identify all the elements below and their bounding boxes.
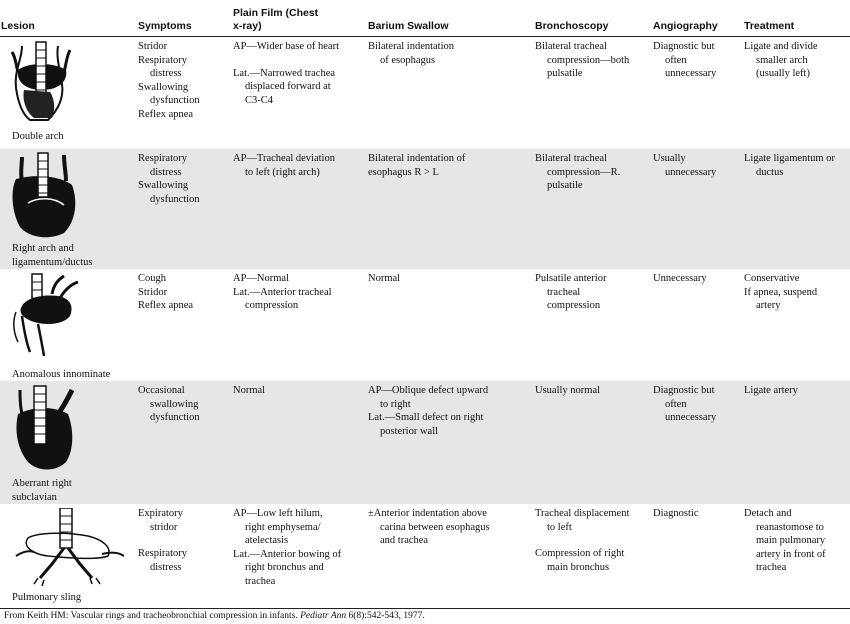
bronchoscopy-cell [535,384,600,398]
pulmonary-sling-illustration [8,508,128,588]
bronchoscopy-line: Bilateral tracheal [535,41,607,52]
barium-line: AP—Oblique defect upward [368,385,489,396]
barium-cell [368,152,465,179]
angiography-cell [653,272,707,286]
barium-cell [368,384,488,438]
bronchoscopy-line: to left [547,521,572,533]
angiography-line: Diagnostic but [653,385,715,396]
symptom-line: Respiratory [138,548,187,559]
bronchoscopy-cell [535,40,629,81]
table-row [0,504,850,608]
lesion-caption [12,130,64,144]
treatment-line: Ligate artery [744,385,798,396]
barium-line: to right [380,398,411,410]
symptom-line: Reflex apnea [138,108,194,120]
symptom-line: Expiratory [138,508,183,519]
plain-film-line: atelectasis [245,535,289,546]
header-symptoms: Symptoms [138,20,192,32]
bronchoscopy-line: Tracheal displacement [535,508,630,519]
treatment-line: main pulmonary [756,535,826,546]
lesion-label: Pulmonary sling [12,592,82,603]
symptom-line: Respiratory [138,153,187,164]
treatment-line: If apnea, suspend [744,286,818,298]
symptom-line: stridor [150,521,178,533]
barium-cell [368,272,400,286]
table-row [0,381,850,504]
lesion-label: ligamentum/ductus [12,256,93,268]
bronchoscopy-line: compression [547,300,601,311]
bronchoscopy-cell [535,272,606,313]
bronchoscopy-cell [535,507,629,574]
symptom-line: Reflex apnea [138,300,194,311]
table-header [0,0,850,38]
angiography-cell [653,152,716,179]
table-row [0,37,850,149]
header-treatment: Treatment [744,20,795,32]
angiography-line: often [665,398,687,410]
barium-line: Bilateral indentation [368,41,455,52]
treatment-line: Detach and [744,508,792,519]
source-citation [4,611,425,622]
symptom-line: distress [150,166,182,178]
treatment-cell [744,152,835,179]
bronchoscopy-line: Pulsatile anterior [535,273,607,284]
barium-line: Normal [368,273,401,284]
symptom-line: swallowing [150,398,199,410]
right-arch-illustration [8,151,82,243]
symptom-line: Cough [138,273,167,284]
bronchoscopy-line: compression—R. [547,166,621,178]
plain-film-line: compression [245,300,299,311]
treatment-line: (usually left) [756,68,810,79]
angiography-cell [653,507,699,521]
angiography-line: often [665,54,687,66]
anomalous-innominate-illustration [8,272,88,362]
treatment-cell [744,384,798,398]
header-lesion: Lesion [1,20,35,32]
plain-film-line: AP—Tracheal deviation [233,153,335,164]
plain-film-line: AP—Normal [233,273,289,284]
symptom-line: distress [150,68,182,79]
treatment-cell [744,507,826,575]
barium-line: esophagus R > L [368,166,439,178]
bronchoscopy-line: pulsatile [547,68,583,79]
symptoms-cell [138,272,193,313]
plain-film-line: AP—Wider base of heart [233,41,339,52]
angiography-line: Diagnostic but [653,41,715,52]
plain-film-cell [233,152,335,179]
lesion-label: subclavian [12,491,57,503]
treatment-line: ductus [756,166,784,178]
table-row [0,269,850,381]
plain-film-cell [233,384,265,398]
barium-line: of esophagus [380,54,436,66]
symptoms-cell [138,384,200,425]
plain-film-line: right bronchus and [245,562,324,573]
symptom-line: Stridor [138,286,168,298]
header-bronchoscopy: Bronchoscopy [535,20,609,32]
barium-line: and trachea [380,535,429,546]
citation-suffix: 6(8):542-543, 1977. [346,611,425,621]
bottom-rule [0,608,850,609]
header-plain-film-line1: Plain Film (Chest [233,7,319,19]
barium-line: carina between esophagus [380,521,490,533]
bronchoscopy-line: Usually normal [535,385,601,396]
bronchoscopy-line: compression—both [547,54,630,66]
plain-film-line: Normal [233,385,266,396]
barium-cell [368,507,490,548]
barium-line: Lat.—Small defect on right [368,412,484,423]
angiography-cell [653,384,716,425]
header-plain-film-line2: x-ray) [233,20,262,32]
plain-film-line: AP—Low left hilum, [233,508,323,519]
plain-film-line: trachea [245,575,276,587]
plain-film-line: Lat.—Anterior bowing of [233,548,342,560]
plain-film-line: right emphysema/ [245,521,321,533]
angiography-line: unnecessary [665,68,717,79]
lesion-label: Right arch and [12,243,74,254]
barium-line: ±Anterior indentation above [368,508,487,519]
plain-film-line: Lat.—Narrowed trachea [233,67,336,79]
plain-film-line: to left (right arch) [245,166,320,178]
angiography-cell [653,40,716,81]
symptom-line: Stridor [138,41,168,52]
barium-line: Bilateral indentation of [368,153,466,164]
symptom-line: dysfunction [150,193,200,205]
angiography-line: Diagnostic [653,508,699,519]
symptom-line: dysfunction [150,412,200,423]
plain-film-cell [233,272,332,313]
lesion-label: Aberrant right [12,478,72,489]
symptom-line: Swallowing [138,81,189,93]
treatment-line: Ligate ligamentum or [744,153,835,164]
treatment-line: Conservative [744,273,800,284]
citation-prefix: From Keith HM: Vascular rings and tracheobronchial compression in infants. [4,611,301,621]
lesion-caption [12,368,110,382]
angiography-line: unnecessary [665,166,717,178]
lesion-caption [12,242,93,269]
angiography-line: Unnecessary [653,273,707,284]
bronchoscopy-line: pulsatile [547,180,583,191]
treatment-line: trachea [756,562,787,573]
treatment-line: Ligate and divide [744,41,818,52]
symptom-line: Swallowing [138,180,189,191]
table-row [0,149,850,269]
header-plain-film [233,7,318,33]
bronchoscopy-line: Bilateral tracheal [535,153,607,164]
treatment-line: artery in front of [756,548,826,560]
bronchoscopy-line: Compression of right [535,548,625,559]
treatment-cell [744,40,817,81]
treatment-line: reanastomose to [756,521,824,533]
plain-film-line: displaced forward at [245,81,331,92]
symptom-line: dysfunction [150,95,200,106]
treatment-cell [744,272,817,313]
double-arch-illustration [8,40,78,124]
header-angiography: Angiography [653,20,718,32]
plain-film-line: C3-C4 [245,94,274,106]
lesion-caption [12,591,81,605]
bronchoscopy-line: tracheal [547,286,581,298]
symptom-line: Respiratory [138,54,187,66]
bronchoscopy-line: main bronchus [547,561,610,573]
barium-cell [368,40,454,67]
treatment-line: artery [756,300,781,311]
symptom-line: Occasional [138,385,185,396]
angiography-line: unnecessary [665,412,717,423]
plain-film-cell [233,40,339,107]
symptoms-cell [138,507,187,574]
symptoms-cell [138,152,200,206]
plain-film-line: Lat.—Anterior tracheal [233,286,332,298]
bronchoscopy-cell [535,152,620,193]
angiography-line: Usually [653,153,686,164]
citation-journal: Pediatr Ann [300,611,347,621]
barium-line: posterior wall [380,425,439,437]
treatment-line: smaller arch [756,54,808,66]
lesion-label: Anomalous innominate [12,369,111,380]
symptoms-cell [138,40,200,121]
symptom-line: distress [150,561,182,573]
lesion-label: Double arch [12,131,64,142]
lesion-caption [12,477,72,504]
aberrant-subclavian-illustration [8,384,82,474]
plain-film-cell [233,507,341,588]
header-barium-swallow: Barium Swallow [368,20,449,32]
